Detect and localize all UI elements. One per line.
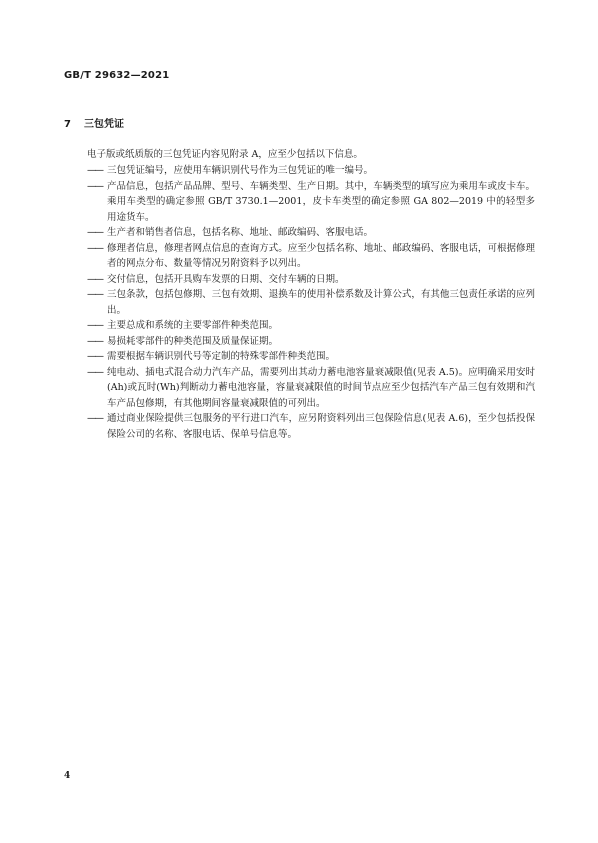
em-dash-bullet: —— bbox=[87, 335, 102, 347]
intro-paragraph: 电子版或纸质版的三包凭证内容见附录 A，应至少包括以下信息。 bbox=[87, 149, 363, 160]
em-dash-bullet: —— bbox=[87, 366, 102, 378]
list-item-text: 生产者和销售者信息，包括名称、地址、邮政编码、客服电话。 bbox=[107, 227, 374, 238]
em-dash-bullet: —— bbox=[87, 180, 102, 192]
em-dash-bullet: —— bbox=[87, 320, 102, 331]
em-dash-bullet: —— bbox=[87, 273, 102, 285]
list-item bbox=[87, 163, 535, 179]
list-item-text: 交付信息，包括开具购车发票的日期、交付车辆的日期。 bbox=[107, 273, 345, 285]
list-item bbox=[87, 365, 535, 412]
page-number: 4 bbox=[64, 771, 71, 781]
em-dash-bullet: —— bbox=[87, 227, 102, 238]
list-item-text: 三包凭证编号，应使用车辆识别代号作为三包凭证的唯一编号。 bbox=[107, 165, 374, 176]
em-dash-bullet: —— bbox=[87, 165, 102, 176]
list-item bbox=[87, 241, 535, 272]
list-item-text: 需要根据车辆识别代号等定制的特殊零部件种类范围。 bbox=[107, 351, 336, 362]
list-item bbox=[87, 318, 535, 334]
list-item-text: 通过商业保险提供三包服务的平行进口汽车，应另附资料列出三包保险信息(见表 A.6)，至少包括投保保险公司的名称、客服电话、保单号信息等。 bbox=[107, 413, 535, 440]
list-item-text: 易损耗零部件的种类范围及质量保证期。 bbox=[107, 335, 279, 347]
standard-number-header: GB/T 29632—2021 bbox=[64, 70, 170, 81]
list-item bbox=[87, 272, 535, 288]
list-item bbox=[87, 287, 535, 318]
em-dash-bullet: —— bbox=[87, 351, 102, 362]
requirement-list bbox=[87, 163, 535, 442]
em-dash-bullet: —— bbox=[87, 242, 102, 254]
list-item-text: 纯电动、插电式混合动力汽车产品，需要列出其动力蓄电池容量衰减限值(见表 A.5)。应明确采用安时(Ah)或瓦时(Wh)判断动力蓄电池容量，容量衰减限值的时间节点应至少包括汽车产品三包有效期和汽车产品包修期，有其他期间容量衰减限值的可列出。 bbox=[107, 366, 535, 409]
section-heading bbox=[64, 115, 124, 130]
list-item bbox=[87, 334, 535, 350]
section-title-text: 三包凭证 bbox=[84, 119, 124, 130]
list-item-text: 主要总成和系统的主要零部件种类范围。 bbox=[107, 320, 279, 331]
list-item-text: 产品信息，包括产品品牌、型号、车辆类型、生产日期。其中，车辆类型的填写应为乘用车或皮卡车。乘用车类型的确定参照 GB/T 3730.1—2001，皮卡车类型的确定参照 GA 802—2019 中的轻型多用途货车。 bbox=[107, 180, 535, 223]
list-item bbox=[87, 349, 535, 365]
em-dash-bullet: —— bbox=[87, 413, 102, 424]
list-item-text: 修理者信息，修理者网点信息的查询方式。应至少包括名称、地址、邮政编码、客服电话，可根据修理者的网点分布、数量等情况另附资料予以列出。 bbox=[107, 242, 535, 269]
list-item bbox=[87, 411, 535, 442]
list-item bbox=[87, 179, 535, 226]
em-dash-bullet: —— bbox=[87, 289, 102, 300]
list-item-text: 三包条款，包括包修期、三包有效期、退换车的使用补偿系数及计算公式，有其他三包责任承诺的应列出。 bbox=[107, 289, 535, 316]
list-item bbox=[87, 225, 535, 241]
section-number: 7 bbox=[64, 119, 71, 130]
